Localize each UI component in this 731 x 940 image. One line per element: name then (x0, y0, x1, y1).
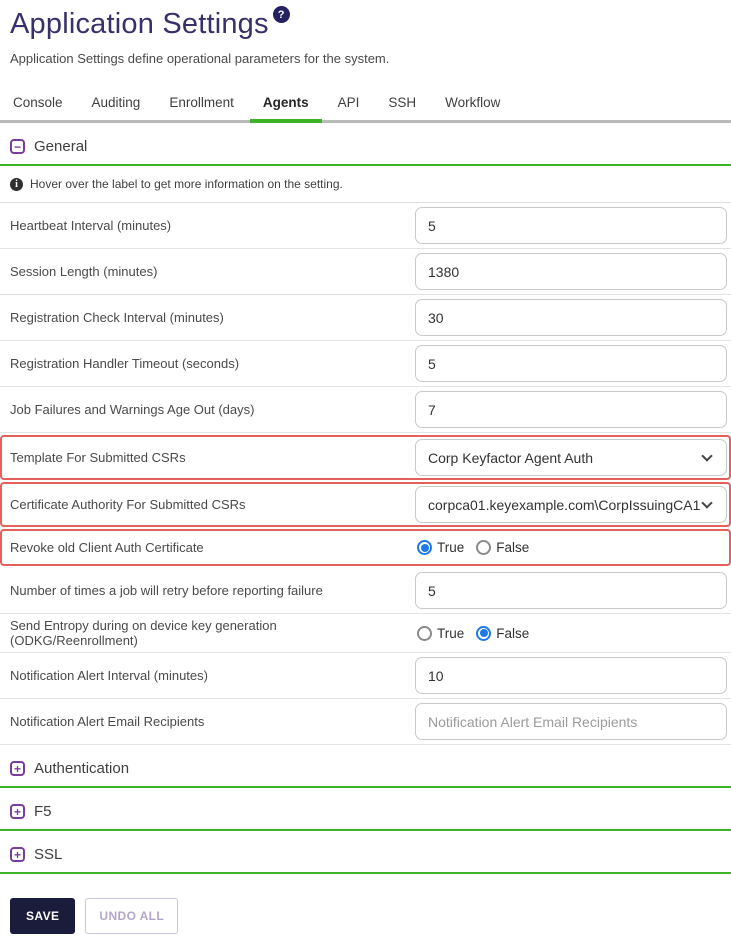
radio-label: True (437, 625, 465, 641)
send-entropy-radio-group (415, 626, 727, 641)
settings-form (0, 203, 731, 745)
radio-label: False (496, 625, 530, 641)
radio-selected-icon (417, 540, 432, 555)
heartbeat-interval-input[interactable] (415, 207, 727, 244)
collapse-minus-icon: − (10, 139, 25, 154)
tab-enrollment[interactable]: Enrollment (169, 95, 234, 110)
field-row-session-length (0, 249, 731, 295)
field-row-job-failures-age-out (0, 387, 731, 433)
field-label: Certificate Authority For Submitted CSRs (10, 497, 246, 512)
tab-agents[interactable]: Agents (262, 87, 310, 120)
chevron-down-icon (701, 497, 712, 508)
field-row-notification-alert-interval (0, 653, 731, 699)
section-general-header[interactable] (0, 123, 731, 166)
field-label: Number of times a job will retry before reporting failure (10, 583, 323, 598)
section-f5-label: F5 (34, 803, 52, 820)
info-banner-text: Hover over the label to get more information on the setting. (30, 177, 343, 191)
field-label: Notification Alert Interval (minutes) (10, 668, 208, 683)
certificate-authority-select[interactable] (415, 486, 727, 523)
job-retry-count-input[interactable] (415, 572, 727, 609)
page-subtitle: Application Settings define operational parameters for the system. (10, 51, 390, 66)
section-general-label: General (34, 138, 88, 155)
field-label: Session Length (minutes) (10, 264, 158, 279)
section-authentication-header[interactable] (0, 745, 731, 788)
field-label: Heartbeat Interval (minutes) (10, 218, 172, 233)
radio-option-true[interactable] (417, 626, 464, 641)
undo-all-button[interactable]: UNDO ALL (85, 898, 178, 934)
tab-api[interactable]: API (337, 95, 360, 110)
radio-unselected-icon (476, 540, 491, 555)
radio-selected-icon (476, 626, 491, 641)
page-header (0, 8, 731, 66)
page-title (10, 8, 721, 41)
job-failures-age-out-input[interactable] (415, 391, 727, 428)
section-f5-header[interactable] (0, 788, 731, 831)
radio-unselected-icon (417, 626, 432, 641)
tab-workflow[interactable]: Workflow (445, 95, 501, 110)
radio-option-false[interactable] (476, 626, 529, 641)
section-ssl-header[interactable] (0, 831, 731, 874)
field-row-notification-alert-email (0, 699, 731, 745)
field-label: Job Failures and Warnings Age Out (days) (10, 402, 255, 417)
field-row-registration-handler-timeout (0, 341, 731, 387)
field-label: Registration Check Interval (minutes) (10, 310, 224, 325)
help-icon[interactable]: ? (273, 6, 290, 23)
tab-ssh[interactable]: SSH (388, 95, 417, 110)
field-label: Notification Alert Email Recipients (10, 714, 205, 729)
radio-label: False (496, 540, 530, 555)
field-label: Revoke old Client Auth Certificate (10, 540, 204, 555)
field-row-job-retry-count (0, 568, 731, 614)
field-label: Registration Handler Timeout (seconds) (10, 356, 240, 371)
revoke-old-cert-radio-group (415, 540, 727, 555)
notification-alert-interval-input[interactable] (415, 657, 727, 694)
radio-option-true[interactable] (417, 540, 464, 555)
field-label: Template For Submitted CSRs (10, 450, 186, 465)
expand-plus-icon: + (10, 804, 25, 819)
radio-option-false[interactable] (476, 540, 529, 555)
page-title-text: Application Settings (10, 8, 269, 40)
tab-console[interactable]: Console (13, 95, 63, 110)
registration-handler-timeout-input[interactable] (415, 345, 727, 382)
field-row-send-entropy (0, 614, 731, 653)
section-authentication-label: Authentication (34, 760, 130, 777)
field-row-certificate-authority (0, 482, 731, 527)
registration-check-interval-input[interactable] (415, 299, 727, 336)
action-buttons (0, 874, 731, 940)
template-csr-select[interactable] (415, 439, 727, 476)
field-row-revoke-old-cert (0, 529, 731, 566)
info-banner (0, 166, 731, 203)
select-value: Corp Keyfactor Agent Auth (428, 449, 593, 466)
expand-plus-icon: + (10, 761, 25, 776)
select-value: corpca01.keyexample.com\CorpIssuingCA1 (428, 496, 701, 513)
radio-label: True (437, 540, 465, 555)
field-row-template-for-csrs (0, 435, 731, 480)
field-row-heartbeat-interval (0, 203, 731, 249)
session-length-input[interactable] (415, 253, 727, 290)
tab-bar (0, 87, 731, 123)
tab-auditing[interactable]: Auditing (91, 95, 141, 110)
section-ssl-label: SSL (34, 846, 63, 863)
expand-plus-icon: + (10, 847, 25, 862)
save-button[interactable]: SAVE (10, 898, 75, 934)
notification-alert-email-input[interactable] (415, 703, 727, 740)
info-icon: i (10, 178, 23, 191)
field-row-registration-check-interval (0, 295, 731, 341)
chevron-down-icon (701, 450, 712, 461)
field-label: Send Entropy during on device key generation (ODKG/Reenrollment) (10, 618, 277, 648)
